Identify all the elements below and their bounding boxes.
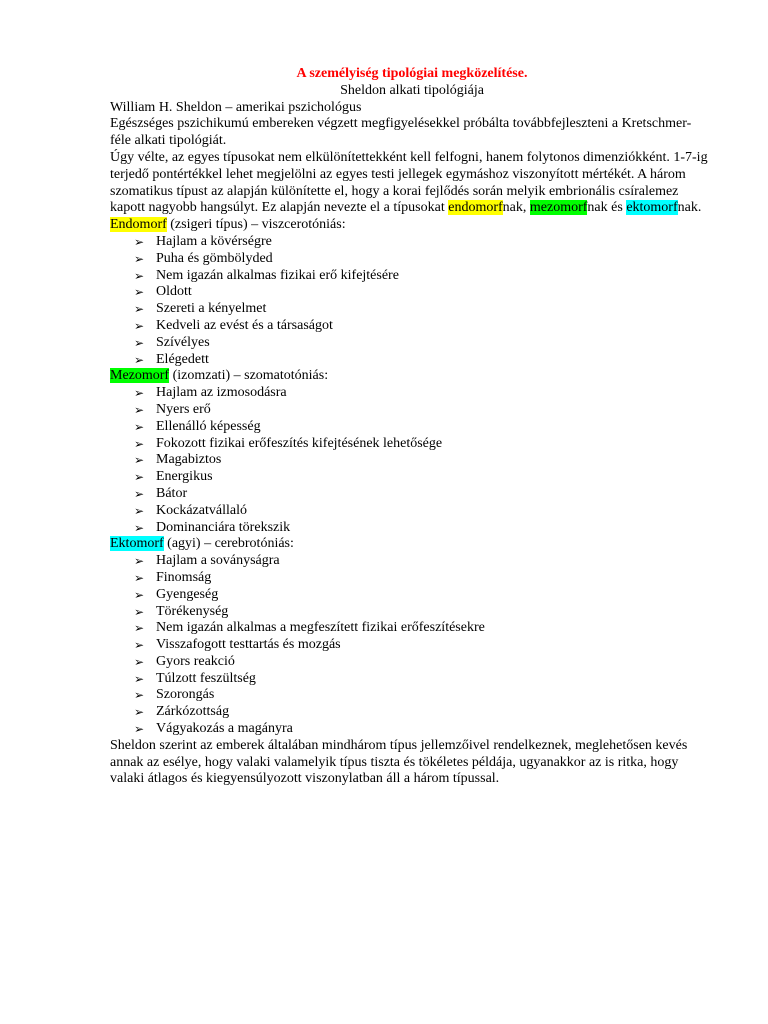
mezomorf-highlight: mezomorf — [529, 200, 588, 216]
list-item-text: Kockázatvállaló — [156, 502, 247, 518]
arrowhead-bullet-icon: ➢ — [134, 352, 145, 367]
arrowhead-bullet-icon: ➢ — [134, 302, 145, 317]
arrowhead-bullet-icon: ➢ — [134, 419, 145, 434]
arrowhead-bullet-icon: ➢ — [134, 621, 145, 636]
section-heading-endomorf — [110, 217, 710, 234]
list-item — [110, 486, 710, 503]
list-item-text: Elégedett — [156, 351, 209, 367]
document-title: A személyiség tipológiai megközelítése. — [296, 66, 528, 81]
trait-list — [110, 553, 710, 738]
section-type-description: (izomzati) – szomatotóniás: — [169, 368, 329, 384]
list-item-text: Szereti a kényelmet — [156, 301, 267, 317]
list-item — [110, 335, 710, 352]
arrowhead-bullet-icon: ➢ — [134, 453, 145, 468]
list-item-text: Nem igazán alkalmas a megfeszített fizikai erőfeszítésekre — [156, 620, 485, 636]
arrowhead-bullet-icon: ➢ — [134, 604, 145, 619]
arrowhead-bullet-icon: ➢ — [134, 285, 145, 300]
arrowhead-bullet-icon: ➢ — [134, 402, 145, 417]
types-sep-3: nak. — [677, 200, 702, 216]
arrowhead-bullet-icon: ➢ — [134, 671, 145, 686]
list-item — [110, 234, 710, 251]
list-item — [110, 553, 710, 570]
arrowhead-bullet-icon: ➢ — [134, 486, 145, 501]
section-type-description: (zsigeri típus) – viszcerotóniás: — [166, 217, 346, 233]
list-item-text: Nyers erő — [156, 401, 211, 417]
arrowhead-bullet-icon: ➢ — [134, 318, 145, 333]
list-item-text: Hajlam a kövérségre — [156, 233, 272, 249]
list-item-text: Kedveli az evést és a társaságot — [156, 317, 333, 333]
list-item — [110, 587, 710, 604]
type-sections — [110, 217, 710, 738]
list-item-text: Puha és gömbölyded — [156, 250, 273, 266]
list-item-text: Zárkózottság — [156, 704, 230, 720]
section-heading-ektomorf — [110, 536, 710, 553]
list-item — [110, 654, 710, 671]
conclusion-paragraph: Sheldon szerint az emberek általában mindhárom típus jellemzőivel rendelkeznek, meglehetősen kevés annak az esélye, hogy valaki valamelyik típus tiszta és tökéletes példája, ugyanakkor az is ritka, hogy valaki átlagos és kiegyensúlyozott viszonylatban áll a három típussal. — [110, 737, 688, 787]
arrowhead-bullet-icon: ➢ — [134, 587, 145, 602]
list-item — [110, 520, 710, 537]
endomorf-highlight: endomorf — [448, 200, 503, 216]
arrowhead-bullet-icon: ➢ — [134, 570, 145, 585]
list-item-text: Gyengeség — [156, 586, 219, 602]
list-item-text: Szívélyes — [156, 334, 210, 350]
list-item — [110, 419, 710, 436]
list-item-text: Magabiztos — [156, 452, 222, 468]
list-item — [110, 452, 710, 469]
list-item — [110, 704, 710, 721]
list-item-text: Szorongás — [156, 687, 215, 703]
list-item-text: Hajlam az izmosodásra — [156, 385, 287, 401]
arrowhead-bullet-icon: ➢ — [134, 520, 145, 535]
arrowhead-bullet-icon: ➢ — [134, 503, 145, 518]
trait-list — [110, 385, 710, 536]
document-body — [110, 66, 710, 788]
list-item — [110, 318, 710, 335]
list-item — [110, 469, 710, 486]
list-item — [110, 721, 710, 738]
arrowhead-bullet-icon: ➢ — [134, 335, 145, 350]
arrowhead-bullet-icon: ➢ — [134, 554, 145, 569]
arrowhead-bullet-icon: ➢ — [134, 654, 145, 669]
trait-list — [110, 234, 710, 368]
arrowhead-bullet-icon: ➢ — [134, 688, 145, 703]
section-type-name: Endomorf — [110, 217, 167, 233]
arrowhead-bullet-icon: ➢ — [134, 436, 145, 451]
list-item-text: Visszafogott testtartás és mozgás — [156, 637, 341, 653]
list-item-text: Oldott — [156, 284, 192, 300]
types-paragraph-text: Úgy vélte, az egyes típusokat nem elkülönítettekként kell felfogni, hanem folytonos dimenziókként. 1-7-ig terjedő pontértékkel lehet megjelölni az egyes testi jellegek egymáshoz viszonyított mértékét. A három szomatikus típust az alapján különítette el, hogy a korai fejlődés során melyik embrionális csíralemez kapott nagyobb hangsúlyt. Ez alapján nevezte el a típusokat — [110, 149, 708, 216]
section-type-description: (agyi) – cerebrotóniás: — [163, 536, 294, 552]
types-sep-1: nak, — [502, 200, 530, 216]
list-item-text: Hajlam a soványságra — [156, 553, 280, 569]
list-item — [110, 268, 710, 285]
section-heading-mezomorf — [110, 368, 710, 385]
list-item — [110, 402, 710, 419]
list-item-text: Energikus — [156, 469, 213, 485]
types-paragraph — [110, 150, 710, 217]
list-item-text: Ellenálló képesség — [156, 418, 261, 434]
list-item — [110, 251, 710, 268]
list-item — [110, 301, 710, 318]
author-line: William H. Sheldon – amerikai pszichológus — [110, 99, 362, 115]
list-item-text: Vágyakozás a magányra — [156, 721, 293, 737]
list-item — [110, 604, 710, 621]
list-item — [110, 671, 710, 688]
arrowhead-bullet-icon: ➢ — [134, 705, 145, 720]
document-subtitle: Sheldon alkati tipológiája — [340, 82, 484, 98]
intro-paragraph: Egészséges pszichikumú embereken végzett megfigyelésekkel próbálta továbbfejleszteni a Kretschmer-féle alkati tipológiát. — [110, 116, 692, 149]
section-type-name: Ektomorf — [110, 536, 164, 552]
list-item-text: Finomság — [156, 569, 212, 585]
list-item — [110, 436, 710, 453]
list-item-text: Dominanciára törekszik — [156, 519, 291, 535]
arrowhead-bullet-icon: ➢ — [134, 234, 145, 249]
list-item-text: Bátor — [156, 485, 188, 501]
list-item — [110, 637, 710, 654]
arrowhead-bullet-icon: ➢ — [134, 251, 145, 266]
arrowhead-bullet-icon: ➢ — [134, 470, 145, 485]
arrowhead-bullet-icon: ➢ — [134, 722, 145, 737]
section-type-name: Mezomorf — [110, 368, 170, 384]
list-item-text: Gyors reakció — [156, 653, 235, 669]
list-item — [110, 620, 710, 637]
list-item — [110, 385, 710, 402]
list-item — [110, 687, 710, 704]
list-item-text: Törékenység — [156, 603, 229, 619]
list-item-text: Nem igazán alkalmas fizikai erő kifejtésére — [156, 267, 399, 283]
ektomorf-highlight: ektomorf — [626, 200, 678, 216]
list-item — [110, 352, 710, 369]
arrowhead-bullet-icon: ➢ — [134, 638, 145, 653]
list-item — [110, 570, 710, 587]
list-item — [110, 284, 710, 301]
arrowhead-bullet-icon: ➢ — [134, 268, 145, 283]
list-item-text: Fokozott fizikai erőfeszítés kifejtésének lehetősége — [156, 435, 443, 451]
arrowhead-bullet-icon: ➢ — [134, 386, 145, 401]
types-sep-2: nak és — [587, 200, 627, 216]
list-item — [110, 503, 710, 520]
list-item-text: Túlzott feszültség — [156, 670, 256, 686]
